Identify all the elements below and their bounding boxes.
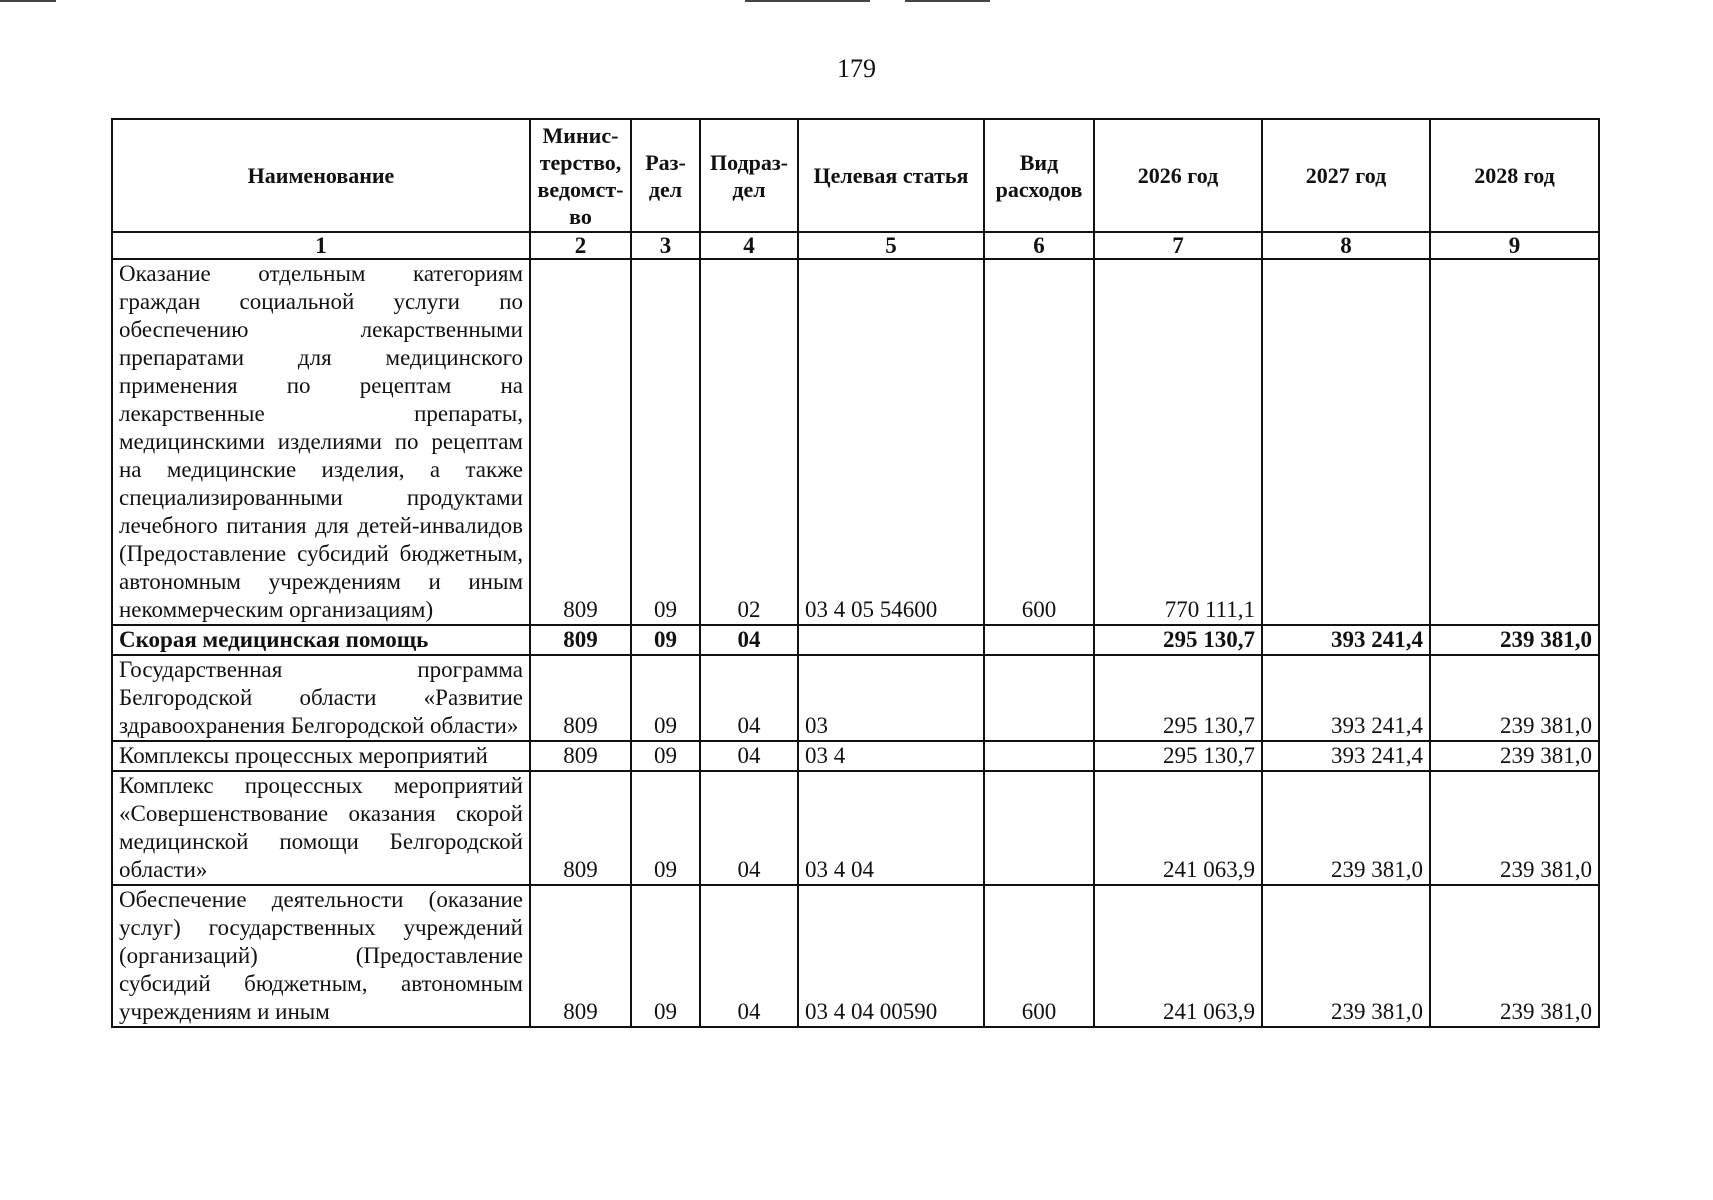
header-row bbox=[112, 119, 1599, 232]
column-number: 5 bbox=[798, 232, 984, 259]
row-year-2028: 239 381,0 bbox=[1430, 885, 1599, 1027]
row-name: Комплекс процессных мероприятий «Совершенствование оказания скорой медицинской помощи Белгородской области» bbox=[112, 771, 530, 885]
column-number: 8 bbox=[1262, 232, 1430, 259]
row-name: Скорая медицинская помощь bbox=[112, 625, 530, 655]
header-ministry: Минис-терство, ведомст-во bbox=[530, 119, 631, 232]
row-expense-type bbox=[984, 625, 1094, 655]
scan-mark-center-1 bbox=[745, 0, 870, 2]
row-name: Обеспечение деятельности (оказание услуг) государственных учреждений (организаций) (Предоставление субсидий бюджетным, автономным учреждениям и иным bbox=[112, 885, 530, 1027]
row-year-2028: 239 381,0 bbox=[1430, 655, 1599, 741]
row-year-2028 bbox=[1430, 259, 1599, 625]
row-year-2026: 241 063,9 bbox=[1094, 771, 1262, 885]
column-number: 6 bbox=[984, 232, 1094, 259]
row-ministry: 809 bbox=[530, 885, 631, 1027]
column-number: 9 bbox=[1430, 232, 1599, 259]
scan-mark-center-2 bbox=[905, 0, 990, 2]
header-expense-type: Вид расходов bbox=[984, 119, 1094, 232]
row-year-2027: 393 241,4 bbox=[1262, 741, 1430, 771]
row-year-2027: 239 381,0 bbox=[1262, 885, 1430, 1027]
header-target: Целевая статья bbox=[798, 119, 984, 232]
row-section: 09 bbox=[631, 259, 700, 625]
row-year-2027: 393 241,4 bbox=[1262, 655, 1430, 741]
table-row bbox=[112, 771, 1599, 885]
row-ministry: 809 bbox=[530, 625, 631, 655]
row-section: 09 bbox=[631, 625, 700, 655]
row-subsection: 04 bbox=[700, 885, 798, 1027]
table-row bbox=[112, 259, 1599, 625]
column-number: 3 bbox=[631, 232, 700, 259]
row-ministry: 809 bbox=[530, 655, 631, 741]
row-year-2027 bbox=[1262, 259, 1430, 625]
row-expense-type bbox=[984, 771, 1094, 885]
column-number: 7 bbox=[1094, 232, 1262, 259]
table-row bbox=[112, 625, 1599, 655]
row-year-2026: 241 063,9 bbox=[1094, 885, 1262, 1027]
table-row bbox=[112, 655, 1599, 741]
header-section: Раз-дел bbox=[631, 119, 700, 232]
row-target: 03 bbox=[798, 655, 984, 741]
row-expense-type bbox=[984, 655, 1094, 741]
row-ministry: 809 bbox=[530, 259, 631, 625]
row-section: 09 bbox=[631, 885, 700, 1027]
row-expense-type: 600 bbox=[984, 885, 1094, 1027]
row-name: Комплексы процессных мероприятий bbox=[112, 741, 530, 771]
row-target: 03 4 04 00590 bbox=[798, 885, 984, 1027]
row-year-2026: 770 111,1 bbox=[1094, 259, 1262, 625]
row-ministry: 809 bbox=[530, 741, 631, 771]
row-year-2027: 393 241,4 bbox=[1262, 625, 1430, 655]
table-row bbox=[112, 885, 1599, 1027]
header-name: Наименование bbox=[112, 119, 530, 232]
row-year-2028: 239 381,0 bbox=[1430, 625, 1599, 655]
row-year-2026: 295 130,7 bbox=[1094, 625, 1262, 655]
header-year-2027: 2027 год bbox=[1262, 119, 1430, 232]
column-number-row bbox=[112, 232, 1599, 259]
column-number: 2 bbox=[530, 232, 631, 259]
row-year-2026: 295 130,7 bbox=[1094, 655, 1262, 741]
row-name: Государственная программа Белгородской области «Развитие здравоохранения Белгородской области» bbox=[112, 655, 530, 741]
row-name: Оказание отдельным категориям граждан социальной услуги по обеспечению лекарственными препаратами для медицинского применения по рецептам на лекарственные препараты, медицинскими изделиями по рецептам на медицинские изделия, а также специализированными продуктами лечебного питания для детей-инвалидов (Предоставление субсидий бюджетным, автономным учреждениям и иным некоммерческим организациям) bbox=[112, 259, 530, 625]
budget-table bbox=[111, 118, 1600, 1028]
row-year-2028: 239 381,0 bbox=[1430, 771, 1599, 885]
row-expense-type bbox=[984, 741, 1094, 771]
row-target bbox=[798, 625, 984, 655]
row-section: 09 bbox=[631, 771, 700, 885]
row-subsection: 04 bbox=[700, 771, 798, 885]
row-expense-type: 600 bbox=[984, 259, 1094, 625]
row-section: 09 bbox=[631, 741, 700, 771]
row-subsection: 04 bbox=[700, 655, 798, 741]
row-target: 03 4 05 54600 bbox=[798, 259, 984, 625]
row-ministry: 809 bbox=[530, 771, 631, 885]
row-target: 03 4 bbox=[798, 741, 984, 771]
header-year-2026: 2026 год bbox=[1094, 119, 1262, 232]
header-year-2028: 2028 год bbox=[1430, 119, 1599, 232]
row-year-2026: 295 130,7 bbox=[1094, 741, 1262, 771]
header-subsection: Подраз-дел bbox=[700, 119, 798, 232]
column-number: 1 bbox=[112, 232, 530, 259]
page-number: 179 bbox=[837, 54, 876, 83]
row-year-2027: 239 381,0 bbox=[1262, 771, 1430, 885]
row-section: 09 bbox=[631, 655, 700, 741]
row-subsection: 02 bbox=[700, 259, 798, 625]
row-subsection: 04 bbox=[700, 625, 798, 655]
column-number: 4 bbox=[700, 232, 798, 259]
row-target: 03 4 04 bbox=[798, 771, 984, 885]
row-subsection: 04 bbox=[700, 741, 798, 771]
table-row bbox=[112, 741, 1599, 771]
row-year-2028: 239 381,0 bbox=[1430, 741, 1599, 771]
scan-mark-left bbox=[0, 0, 56, 2]
